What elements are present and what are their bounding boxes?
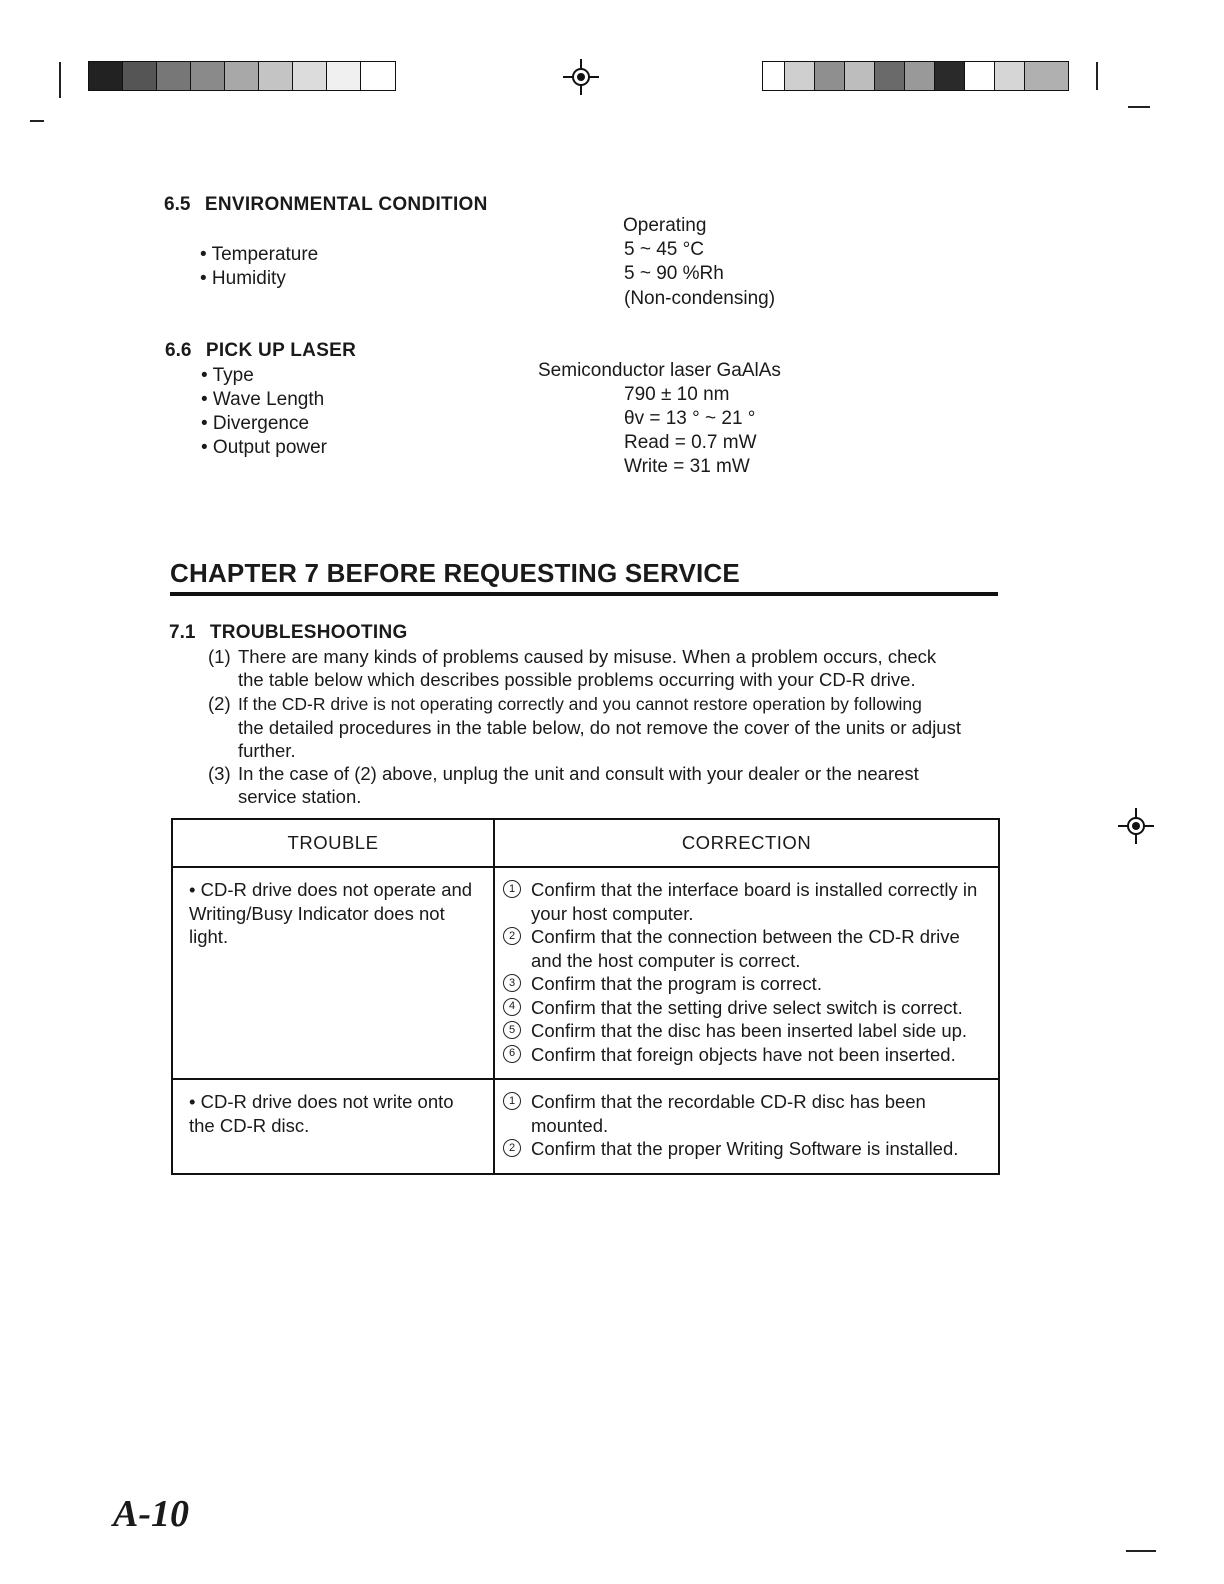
paragraph-text: In the case of (2) above, unplug the unit and consult with your dealer or the nearest <box>238 763 919 784</box>
humidity-label: • Humidity <box>200 268 286 289</box>
circled-number: 1 <box>503 1092 521 1110</box>
section-6-5-heading <box>164 194 488 216</box>
paragraph-continuation: service station. <box>238 786 362 807</box>
wave-length-label: • Wave Length <box>201 389 325 410</box>
section-7-1-heading <box>169 622 408 644</box>
circled-number: 1 <box>503 880 521 898</box>
temperature-label: • Temperature <box>200 244 319 265</box>
correction-column-header: CORRECTION <box>494 819 999 867</box>
paragraph-1 <box>208 645 1000 691</box>
crop-mark-bottom-right <box>1126 1550 1156 1552</box>
correction-text: Confirm that the setting drive select switch is correct. <box>531 996 963 1018</box>
page-number: A-10 <box>113 1493 189 1535</box>
circled-number: 2 <box>503 1139 521 1157</box>
correction-step <box>503 1043 988 1067</box>
write-power-value: Write = 31 mW <box>624 456 750 477</box>
paragraph-2 <box>208 692 1000 762</box>
registration-crosshair-right <box>1118 808 1154 844</box>
section-number: 6.6 <box>165 340 192 361</box>
paragraph-continuation: the detailed procedures in the table below, do not remove the cover of the units or adjust further. <box>238 717 961 761</box>
crop-mark-left-h <box>30 120 44 122</box>
circled-number: 6 <box>503 1045 521 1063</box>
correction-cell <box>494 1079 999 1174</box>
correction-text: Confirm that the interface board is installed correctly in your host computer. <box>531 879 978 924</box>
correction-step <box>503 878 988 925</box>
correction-text: Confirm that the proper Writing Software is installed. <box>531 1138 959 1159</box>
trouble-cell: • CD-R drive does not write onto the CD-R disc. <box>172 1079 494 1174</box>
correction-step <box>503 972 988 996</box>
table-row <box>172 867 999 1079</box>
circled-number: 2 <box>503 927 521 945</box>
correction-text: Confirm that the recordable CD-R disc has been mounted. <box>531 1091 926 1136</box>
correction-step <box>503 1090 988 1137</box>
correction-step <box>503 1019 988 1043</box>
correction-step <box>503 925 988 972</box>
circled-number: 5 <box>503 1021 521 1039</box>
type-label: • Type <box>201 365 254 386</box>
correction-step <box>503 1137 988 1161</box>
output-power-label: • Output power <box>201 437 327 458</box>
correction-text: Confirm that foreign objects have not been inserted. <box>531 1043 956 1065</box>
table-header-row <box>172 819 999 867</box>
troubleshooting-table <box>171 818 1000 1175</box>
trouble-cell: • CD-R drive does not operate and Writing/Busy Indicator does not light. <box>172 867 494 1079</box>
paragraph-text: If the CD-R drive is not operating correctly and you cannot restore operation by following <box>238 694 922 714</box>
registration-crosshair-top <box>563 59 599 95</box>
table-row <box>172 1079 999 1174</box>
humidity-value: 5 ~ 90 %Rh <box>624 263 724 284</box>
section-number: 6.5 <box>164 194 191 215</box>
registration-bar-right <box>762 61 1069 91</box>
operating-header: Operating <box>623 215 707 236</box>
paragraph-label: (3) <box>208 763 231 784</box>
divergence-value: θv = 13 ° ~ 21 ° <box>624 408 756 429</box>
temperature-value: 5 ~ 45 °C <box>624 239 704 260</box>
section-title: TROUBLESHOOTING <box>209 622 408 643</box>
section-6-6-heading <box>165 340 356 362</box>
correction-cell <box>494 867 999 1079</box>
chapter-title: CHAPTER 7 BEFORE REQUESTING SERVICE <box>170 558 998 596</box>
crop-mark-right-h <box>1128 106 1150 108</box>
circled-number: 4 <box>503 998 521 1016</box>
type-value: Semiconductor laser GaAlAs <box>538 360 781 381</box>
humidity-note: (Non-condensing) <box>624 288 776 309</box>
read-power-value: Read = 0.7 mW <box>624 432 757 453</box>
correction-text: Confirm that the connection between the CD-R drive and the host computer is correct. <box>531 926 960 971</box>
section-number: 7.1 <box>169 622 196 643</box>
paragraph-text: There are many kinds of problems caused by misuse. When a problem occurs, check <box>238 646 937 667</box>
correction-text: Confirm that the program is correct. <box>531 973 822 994</box>
paragraph-continuation: the table below which describes possible problems occurring with your CD-R drive. <box>238 669 916 690</box>
wave-length-value: 790 ± 10 nm <box>624 384 730 405</box>
divergence-label: • Divergence <box>201 413 310 434</box>
correction-step <box>503 996 988 1020</box>
paragraph-label: (1) <box>208 646 231 667</box>
registration-bar-left <box>88 61 396 91</box>
correction-text: Confirm that the disc has been inserted label side up. <box>531 1020 968 1041</box>
section-title: PICK UP LASER <box>205 340 357 361</box>
paragraph-3 <box>208 762 1000 808</box>
circled-number: 3 <box>503 974 521 992</box>
trouble-column-header: TROUBLE <box>172 819 494 867</box>
crop-mark-right <box>1096 62 1098 90</box>
paragraph-label: (2) <box>208 693 231 714</box>
section-title: ENVIRONMENTAL CONDITION <box>204 194 488 215</box>
crop-mark-left <box>59 62 61 98</box>
